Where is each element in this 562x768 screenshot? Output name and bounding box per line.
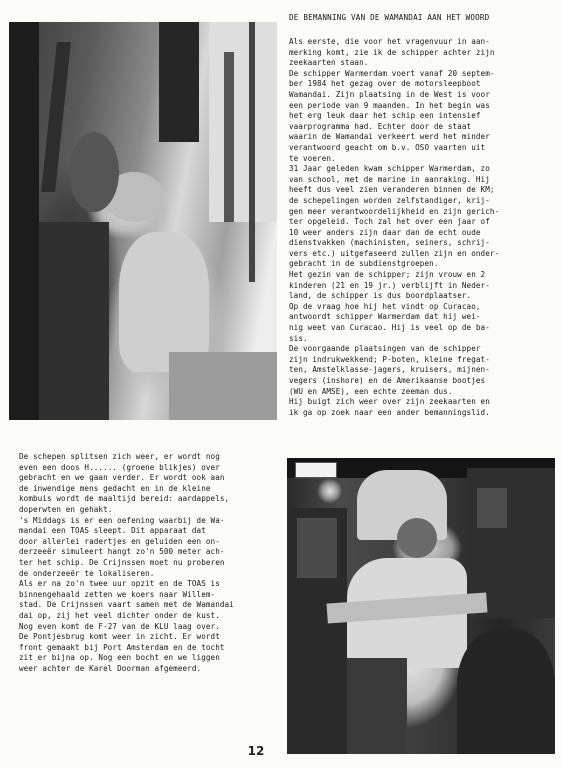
photo-skipper-at-chart-table bbox=[287, 458, 555, 754]
paragraph: Het gezin van de schipper; zijn vrouw en 2 kinderen (21 en 19 jr.) verblijft in Neder- land, de schipper is dus boordplaatser. bbox=[289, 270, 490, 301]
paragraph: Op de vraag hoe hij het vindt op Curacao, antwoordt schipper Warmerdam dat hij wei- nig weet van Curacao. Hij is veel op de ba- sis. bbox=[289, 301, 490, 343]
paragraph: Hij buigt zich weer over zijn zeekaarten en ik ga op zoek naar een ander bemanningslid. bbox=[289, 397, 490, 417]
photo-crew-member-resting bbox=[9, 22, 277, 420]
paragraph: De voorgaande plaatsingen van de schipper zijn indrukwekkend; P-boten, kleine fregat- ten, Amstelklasse-jagers, kruisers, mijnen- vegers (inshore) en de Amerikaanse bootjes (WU en AMSE), een echte zeeman dus. bbox=[289, 344, 490, 396]
paragraph: 's Middags is er een oefening waarbij de Wa- mandai een TOAS sleept. Dit apparaat dat door allerlei radertjes en geluiden een on- derzeeër simuleert hangt zo'n 500 meter ach- ter het schip. De Crijnssen moet nu proberen de onderzeeër te lokaliseren. bbox=[19, 515, 225, 578]
paragraph: De schipper Warmerdam voert vanaf 20 septem- ber 1984 het gezag over de motorsleepboot Wamandai. Zijn plaatsing in de West is voor een periode van 9 maanden. In het begin was het erg leuk daar het schip een intensief vaarprogramma had. Echter door de staat waarin de Wamandai verkeert werd het minder verantwoord geacht om b.v. OSO vaarten uit te voeren. bbox=[289, 68, 495, 163]
left-column-text bbox=[19, 452, 279, 674]
right-column-text bbox=[289, 12, 557, 418]
paragraph: 31 Jaar geleden kwam schipper Warmerdam, zo van school, met de marine in aanraking. Hij heeft dus veel zien veranderen binnen de KM; de schepelingen worden zelfstandiger, krij- gen meer verantwoordelijkheid en zijn gerich- ter opgeleid. Toch zal het over een jaar of 10 weer anders zijn daar dan de echt oude dienstvakken (machinisten, seiners, schrij- vers etc.) uitgefaseerd zullen zijn en onder- gebracht in de subdienstgroepen. bbox=[289, 164, 500, 269]
article-title: DE BEMANNING VAN DE WAMANDAI AAN HET WOORD bbox=[289, 13, 490, 22]
page-number: 12 bbox=[247, 744, 265, 758]
paragraph: Als er na zo'n twee uur opzit en de TOAS is binnengehaald zetten we koers naar Willem- stad. De Crijnssen vaart samen met de Wamandai dai op, zij het veel dichter onder de kust. Nog even komt de F-27 van de KLU laag over. De Pontjesbrug komt weer in zicht. Er wordt front gemaakt bij Port Amsterdam en de tocht zit er bijna op. Nog een bocht en we liggen weer achter de Karel Doorman afgemeerd. bbox=[19, 579, 234, 673]
paragraph: Als eerste, die voor het vragenvuur in aan- merking komt, zie ik de schipper achter zijn zeekaarten staan. bbox=[289, 37, 495, 68]
paragraph: De schepen splitsen zich weer, er wordt nog even een doos H...... (groene blikjes) over gebracht en we gaan verder. Er wordt ook aan de inwendige mens gedacht en in de kleine kombuis wordt de maaltijd bereid: aardappels, doperwten en gehakt. bbox=[19, 452, 230, 514]
